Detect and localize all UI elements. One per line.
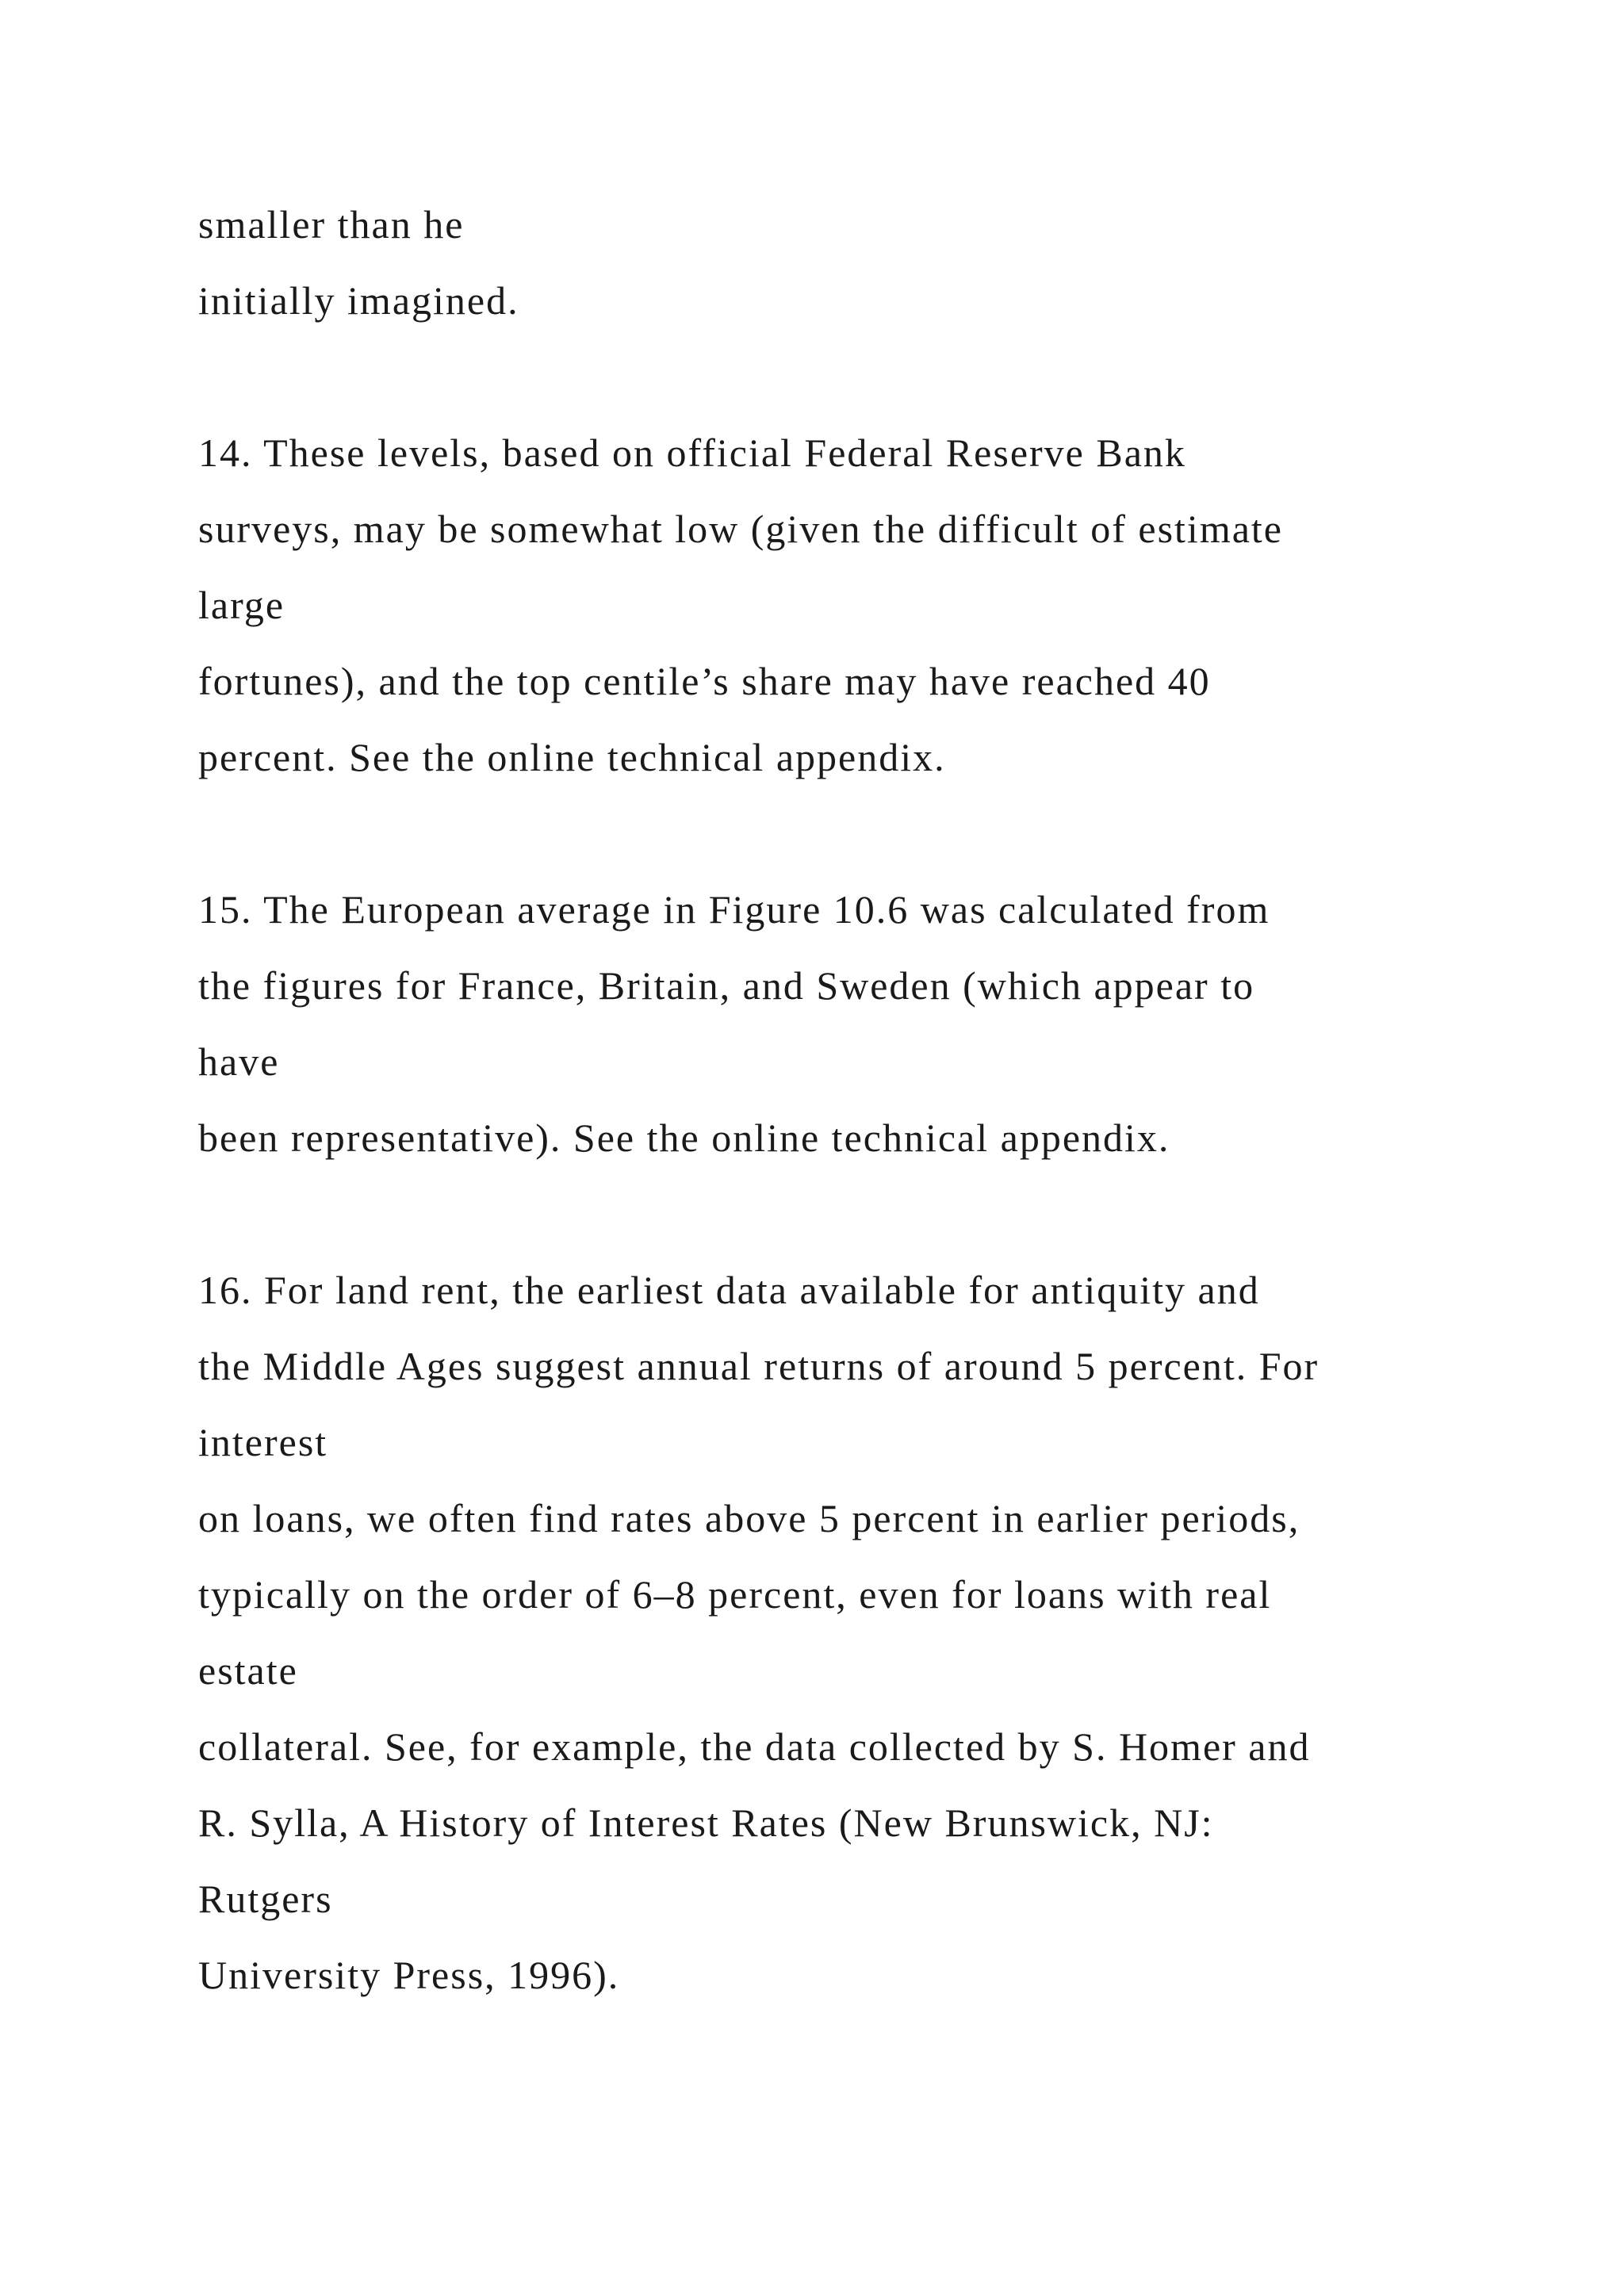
text-line: 16. For land rent, the earliest data available for antiquity and bbox=[198, 1268, 1260, 1312]
text-line: typically on the order of 6–8 percent, even for loans with real bbox=[198, 1572, 1272, 1617]
text-line: large bbox=[198, 583, 285, 627]
text-line: fortunes), and the top centile’s share may have reached 40 bbox=[198, 659, 1211, 703]
text-line: 15. The European average in Figure 10.6 was calculated from bbox=[198, 887, 1270, 932]
text-line: initially imagined. bbox=[198, 278, 519, 323]
text-line: estate bbox=[198, 1648, 298, 1693]
text-line: been representative). See the online technical appendix. bbox=[198, 1115, 1170, 1160]
continued-note-fragment bbox=[198, 186, 1546, 339]
document-body bbox=[198, 186, 1546, 2013]
text-line: collateral. See, for example, the data collected by S. Homer and bbox=[198, 1724, 1311, 1769]
text-line: University Press, 1996). bbox=[198, 1953, 620, 1997]
endnote-14 bbox=[198, 415, 1546, 795]
text-line: the Middle Ages suggest annual returns of around 5 percent. For bbox=[198, 1344, 1320, 1388]
text-line: on loans, we often find rates above 5 percent in earlier periods, bbox=[198, 1496, 1300, 1540]
text-line: Rutgers bbox=[198, 1877, 333, 1921]
text-line: R. Sylla, A History of Interest Rates (New Brunswick, NJ: bbox=[198, 1800, 1214, 1845]
text-line: smaller than he bbox=[198, 202, 465, 247]
endnote-15 bbox=[198, 871, 1546, 1176]
endnote-16 bbox=[198, 1252, 1546, 2013]
paragraph-spacer bbox=[198, 339, 1546, 415]
text-line: the figures for France, Britain, and Sweden (which appear to bbox=[198, 963, 1255, 1008]
paragraph-spacer bbox=[198, 1176, 1546, 1252]
text-line: interest bbox=[198, 1420, 328, 1464]
text-line: surveys, may be somewhat low (given the difficult of estimate bbox=[198, 507, 1283, 551]
text-line: percent. See the online technical appendix. bbox=[198, 735, 946, 779]
paragraph-spacer bbox=[198, 795, 1546, 871]
text-line: have bbox=[198, 1039, 280, 1084]
text-line: 14. These levels, based on official Federal Reserve Bank bbox=[198, 430, 1186, 475]
